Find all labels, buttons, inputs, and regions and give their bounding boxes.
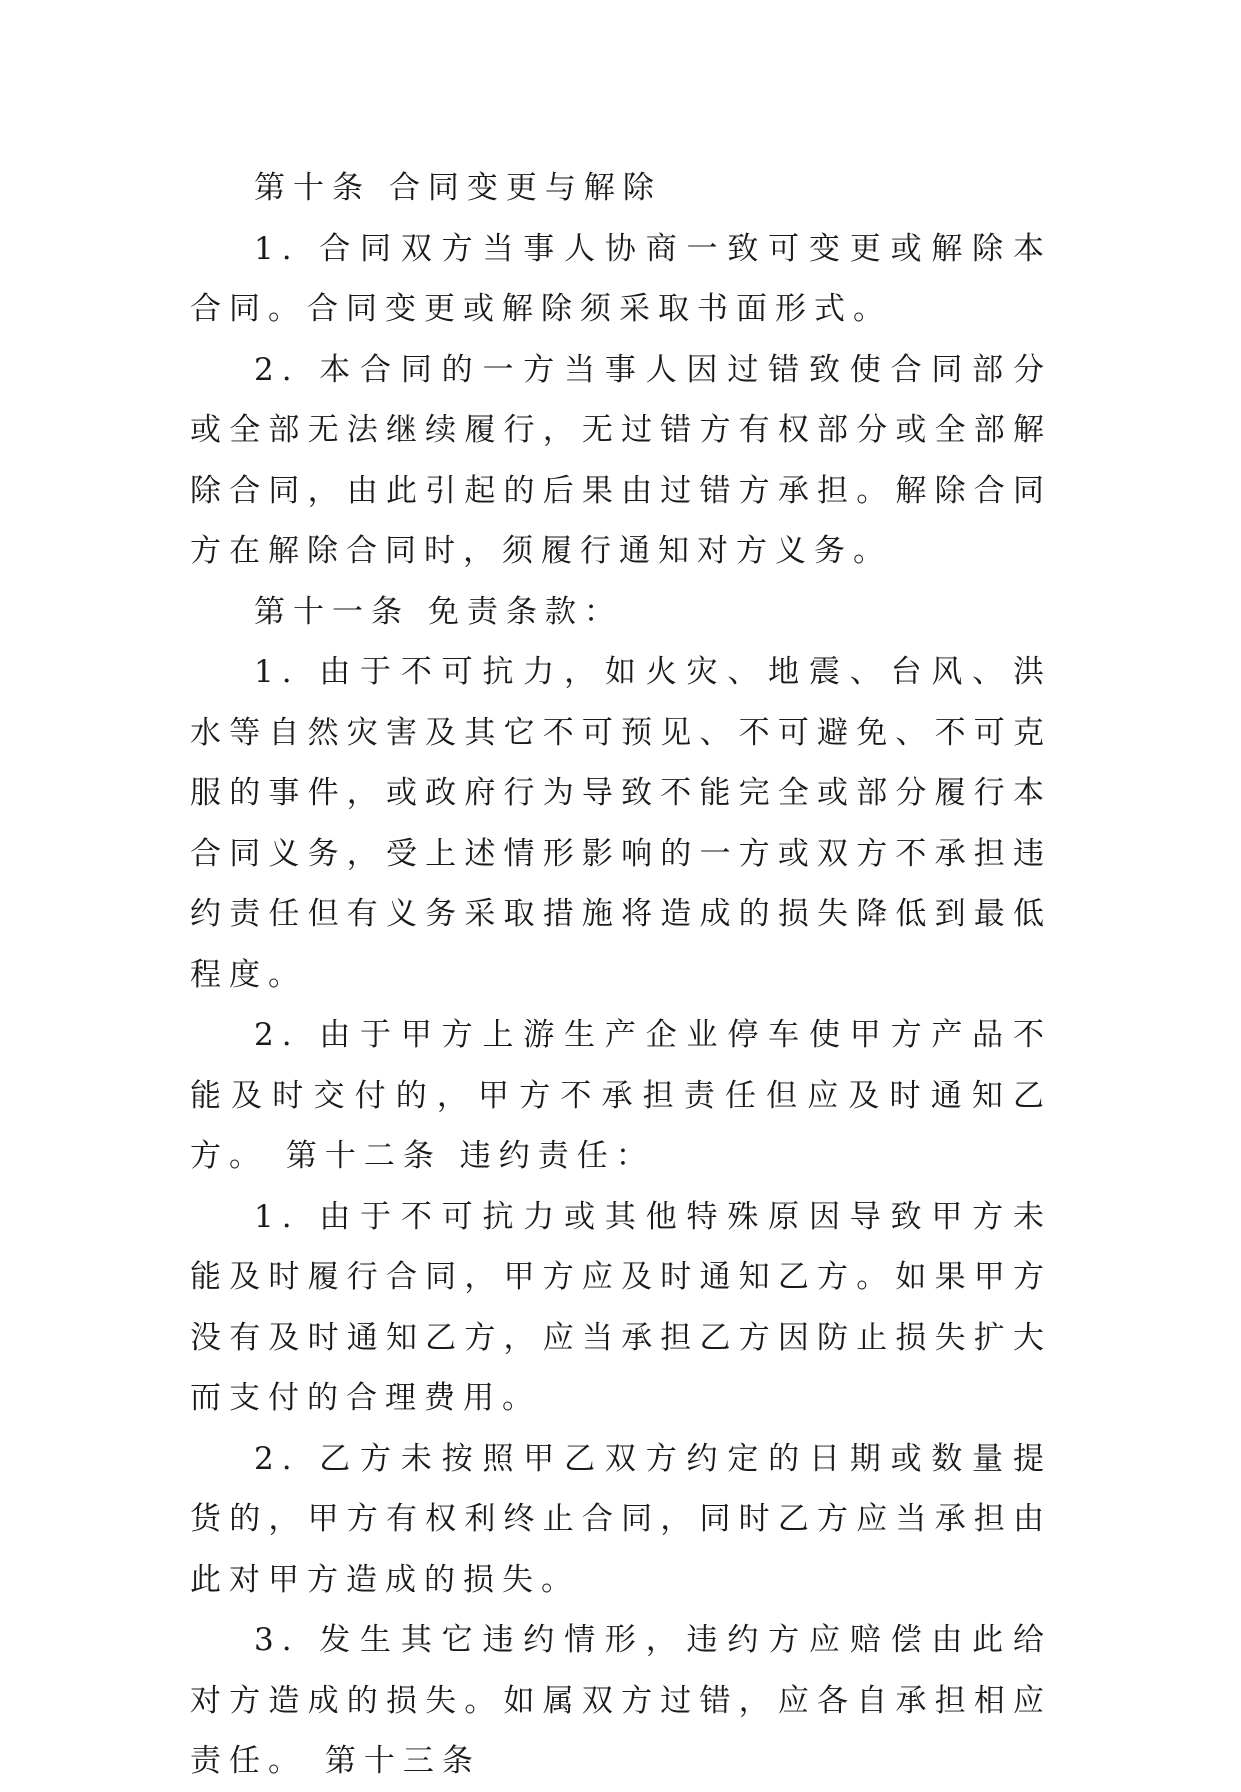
- article-10-heading: 第十条 合同变更与解除: [254, 170, 662, 206]
- article-10-clause-1: 1. 合同双方当事人协商一致可变更或解除本合同。合同变更或解除须采取书面形式。: [190, 230, 1052, 327]
- article-10-clause-2: 2. 本合同的一方当事人因过错致使合同部分或全部无法继续履行，无过错方有权部分或全部解除合同，由此引起的后果由过错方承担。解除合同方在解除合同时，须履行通知对方义务。: [190, 351, 1052, 569]
- document-body: [190, 158, 1052, 1792]
- article-12-clause-1: 1. 由于不可抗力或其他特殊原因导致甲方未能及时履行合同，甲方应及时通知乙方。如果甲方没有及时通知乙方，应当承担乙方因防止损失扩大而支付的合理费用。: [190, 1198, 1052, 1416]
- article-11-clause-1: 1. 由于不可抗力，如火灾、地震、台风、洪水等自然灾害及其它不可预见、不可避免、不可克服的事件，或政府行为导致不能完全或部分履行本合同义务，受上述情形影响的一方或双方不承担违约责任但有义务采取措施将造成的损失降低到最低程度。: [190, 654, 1052, 993]
- article-11-heading: 第十一条 免责条款：: [254, 593, 623, 630]
- article-12-clause-2: 2. 乙方未按照甲乙双方约定的日期或数量提货的，甲方有权利终止合同，同时乙方应当承担由此对甲方造成的损失。: [190, 1440, 1052, 1598]
- article-12-clause-3: 3. 发生其它违约情形，违约方应赔偿由此给对方造成的损失。如属双方过错，应各自承担相应责任。 第十三条: [190, 1622, 1052, 1779]
- article-11-clause-2: 2. 由于甲方上游生产企业停车使甲方产品不能及时交付的，甲方不承担责任但应及时通知乙方。 第十二条 违约责任：: [190, 1017, 1052, 1174]
